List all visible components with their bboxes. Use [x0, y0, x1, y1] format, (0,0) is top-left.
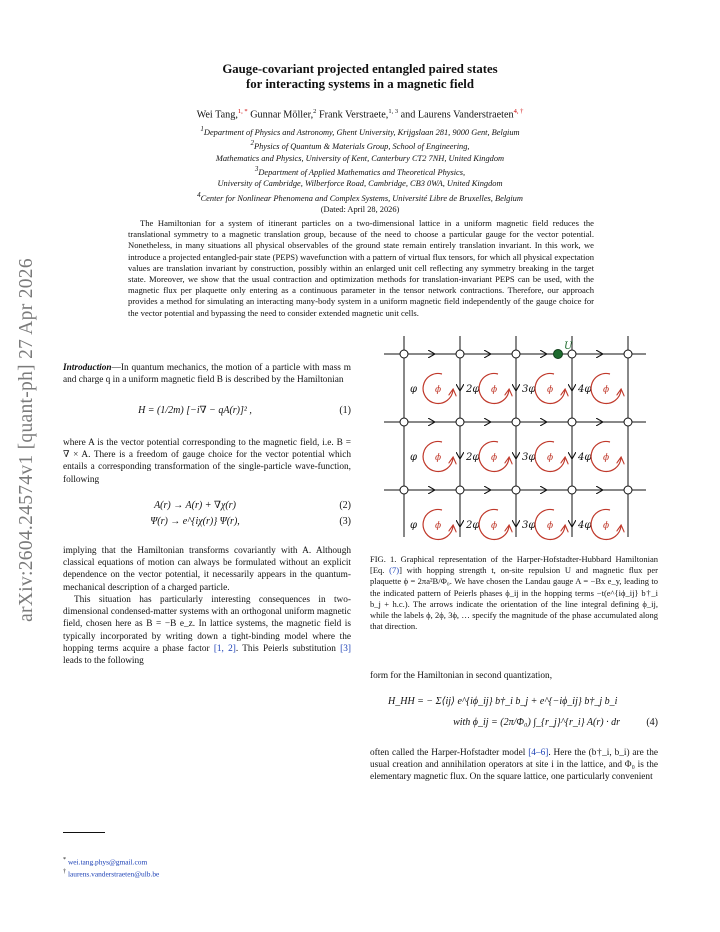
affiliations — [90, 124, 630, 216]
plaquette-phase-label: ϕ — [491, 521, 498, 531]
affiliation-line: $^4$Center for Nonlinear Phenomena and Complex Systems, Université Libre de Bruxelles, Belgium — [197, 190, 523, 203]
lattice-site — [624, 486, 632, 494]
phase-label: 2φ — [466, 452, 480, 463]
figure-1 — [380, 332, 648, 544]
affiliation-line: $^2$Physics of Quantum & Materials Group, School of Engineering, — [250, 139, 470, 152]
phase-label: 3φ — [522, 384, 536, 395]
plaquette-phase-label: ϕ — [603, 453, 610, 463]
equation-2 — [63, 500, 351, 512]
lattice-site — [568, 486, 576, 494]
paragraph: This situation has particularly interesting consequences in two-dimensional condensed-matter systems with an orthogonal uniform magnetic field, chosen here as B = −B e_z. In lattice systems, the magnetic field is typically incorporated by writing down a tight-binding model where the hopping terms acquire a phase factor [1, 2]. This Peierls substitution [3] leads to the following — [63, 594, 351, 667]
plaquette-phase-label: ϕ — [491, 453, 498, 463]
affiliation-line: $^1$Department of Physics and Astronomy, Ghent University, Krijgslaan 281, 9000 Gent, Belgium — [200, 125, 520, 137]
lattice-diagram — [380, 332, 648, 544]
author-sup: 2 — [313, 108, 317, 115]
plaquette-phase-label: ϕ — [435, 453, 442, 463]
paragraph: where A is the vector potential corresponding to the magnetic field, i.e. B = ∇ × A. There is a freedom of gauge choice for the vector potential which entails a corresponding transformation of the single-particle wave-function, following — [63, 437, 351, 485]
phase-label: φ — [410, 384, 418, 395]
figure-caption: FIG. 1. Graphical representation of the Harper-Hofstadter-Hubbard Hamiltonian [Eq. (7)] with hopping strength t, on-site repulsion U and magnetic flux per plaquette ϕ = 2πa²B/Φ₀. We have chosen the Landau gauge A = −Bx e_y, leading to the indicated pattern of Peierls phases ϕ_ij in the hopping terms −t(e^{iϕ_ij} b†_i b_j + h.c.). The arrows indicate the orientation of the line integral defining ϕ_ij, while the labels ϕ, 2ϕ, 3ϕ, … specify the magnitude of the phase accumulated along that direction. — [370, 554, 658, 632]
author-sup[interactable]: 1, * — [237, 108, 248, 115]
title-line-1: Gauge-covariant projected entangled paired states — [222, 62, 498, 76]
citation-link[interactable]: [4–6] — [528, 747, 549, 758]
site-label-U: U — [564, 341, 573, 352]
arxiv-id: arXiv:2604.24574v1 [quant-ph] 27 Apr 2026 — [16, 258, 38, 622]
title-line-2: for interacting systems in a magnetic field — [246, 77, 474, 91]
equation-3 — [63, 516, 351, 528]
author-name: Wei Tang, — [196, 109, 238, 121]
phase-label: 3φ — [522, 452, 536, 463]
phase-label: 4φ — [578, 452, 592, 463]
author-name: and Laurens Vanderstraeten — [400, 109, 514, 121]
equation-4a-body: H_HH = − Σ⟨ij⟩ e^{iϕ_ij} b†_i b_j + e^{−iϕ_ij} b†_j b_i — [388, 696, 618, 708]
dated-line: (Dated: April 28, 2026) — [320, 205, 400, 215]
phase-label: 2φ — [466, 384, 480, 395]
author-name: Frank Verstraete, — [318, 109, 389, 121]
right-column — [370, 670, 658, 784]
equation-3-number: (3) — [339, 516, 351, 528]
author-sup: 1, 3 — [388, 108, 399, 115]
equation-4b — [370, 717, 658, 729]
lattice-site — [456, 486, 464, 494]
email-link[interactable]: laurens.vanderstraeten@ulb.be — [67, 869, 160, 879]
paper-title — [100, 62, 620, 92]
lattice-site — [568, 418, 576, 426]
lattice-site — [624, 418, 632, 426]
phase-label: φ — [410, 520, 418, 531]
email-link[interactable]: wei.tang.phys@gmail.com — [67, 857, 148, 867]
lattice-site — [512, 486, 520, 494]
equation-4-number: (4) — [646, 716, 658, 728]
phase-label: 3φ — [522, 520, 536, 531]
plaquette-phase-label: ϕ — [603, 521, 610, 531]
equation-ref-link[interactable]: (7) — [389, 565, 400, 576]
paragraph: implying that the Hamiltonian transforms covariantly with A. Although classical equations of motion can always be formulated without an explicit dependence on the vector potential, it necessarily appears in the quantum-mechanical description of a charged particle. — [63, 545, 351, 593]
equation-2-body: A(r) → A(r) + ∇χ(r) — [154, 500, 236, 512]
lattice-site — [400, 350, 408, 358]
lattice-site — [400, 486, 408, 494]
author-list — [90, 108, 630, 120]
citation-link[interactable]: [1, 2] — [213, 644, 236, 655]
lattice-site — [456, 418, 464, 426]
paragraph: often called the Harper-Hofstadter model [4–6]. Here the (b†_i, b_i) are the usual creation and annihilation operators at site i in the lattice, and Φ₀ is the elementary magnetic flux. On the square lattice, one particularly convenient — [370, 747, 658, 783]
affiliation-line: $^3$Department of Applied Mathematics and Theoretical Physics, — [254, 165, 466, 177]
equation-1-body: H = (1/2m) [−i∇ − qA(r)]² , — [138, 404, 252, 416]
footnotes — [63, 855, 159, 880]
equation-1 — [63, 405, 351, 417]
lattice-site — [456, 350, 464, 358]
equation-4b-body: with ϕ_ij = (2π/Φ₀) ∫_{r_j}^{r_i} A(r) · dr — [453, 716, 620, 728]
plaquette-phase-label: ϕ — [603, 385, 610, 395]
footnote: * wei.tang.phys@gmail.com — [63, 857, 148, 867]
left-column — [63, 362, 351, 668]
plaquette-phase-label: ϕ — [547, 521, 554, 531]
author-name: Gunnar Möller, — [250, 109, 314, 121]
footnote: † laurens.vanderstraeten@ulb.be — [63, 869, 160, 879]
plaquette-phase-label: ϕ — [547, 453, 554, 463]
plaquette-phase-label: ϕ — [547, 385, 554, 395]
abstract: The Hamiltonian for a system of itinerant particles on a two-dimensional lattice in a uniform magnetic field reduces the translational symmetry to a magnetic translation group, because of the need to choose a particular gauge for the vector potential. Nonetheless, in many situations all physical observables of the ground state remain entirely translation invariant. In this work, we introduce a projected entangled-pair state (PEPS) wavefunction with a pattern of virtual flux tensors, for which all physical expectation values are translation invariant by construction, possibly within an enlarged unit cell reflecting any symmetry breaking in the target state. Moreover, we show that the usual contraction and optimization methods for translation-invariant PEPS can be used, with the magnetic flux per plaquette only entering as a continuous parameter in the tensor network contractions. Therefore, our approach provides a method for simulating an interacting many-body system in a uniform magnetic field independently of the gauge choice for the vector potential and bypassing the need to consider extended magnetic unit cells. — [128, 218, 594, 318]
phase-label: 4φ — [578, 384, 592, 395]
plaquette-phase-label: ϕ — [435, 521, 442, 531]
author-sup[interactable]: 4, † — [513, 108, 524, 115]
citation-link[interactable]: [3] — [340, 644, 351, 655]
paragraph: form for the Hamiltonian in second quantization, — [370, 671, 553, 681]
phase-label: 2φ — [466, 520, 480, 531]
equation-4a — [370, 696, 658, 708]
lattice-site — [512, 350, 520, 358]
arxiv-margin-stamp — [2, 250, 52, 630]
affiliation-line: University of Cambridge, Wilberforce Road, Cambridge, CB3 0WA, United Kingdom — [217, 179, 503, 189]
lattice-site — [400, 418, 408, 426]
plaquette-phase-label: ϕ — [435, 385, 442, 395]
plaquette-phase-label: ϕ — [491, 385, 498, 395]
footnote-rule — [63, 832, 105, 833]
intro-heading: Introduction — [63, 363, 112, 373]
phase-label: 4φ — [578, 520, 592, 531]
equation-3-body: Ψ(r) → e^{iχ(r)} Ψ(r), — [150, 516, 240, 528]
equation-2-number: (2) — [339, 500, 351, 512]
equation-1-number: (1) — [339, 404, 351, 416]
intro-paragraph: Introduction—In quantum mechanics, the motion of a particle with mass m and charge q in a uniform magnetic field B is described by the Hamiltonian — [63, 363, 351, 386]
phase-label: φ — [410, 452, 418, 463]
affiliation-line: Mathematics and Physics, University of Kent, Canterbury CT2 7NH, United Kingdom — [215, 153, 505, 163]
interaction-site — [554, 350, 563, 359]
lattice-site — [624, 350, 632, 358]
lattice-site — [512, 418, 520, 426]
